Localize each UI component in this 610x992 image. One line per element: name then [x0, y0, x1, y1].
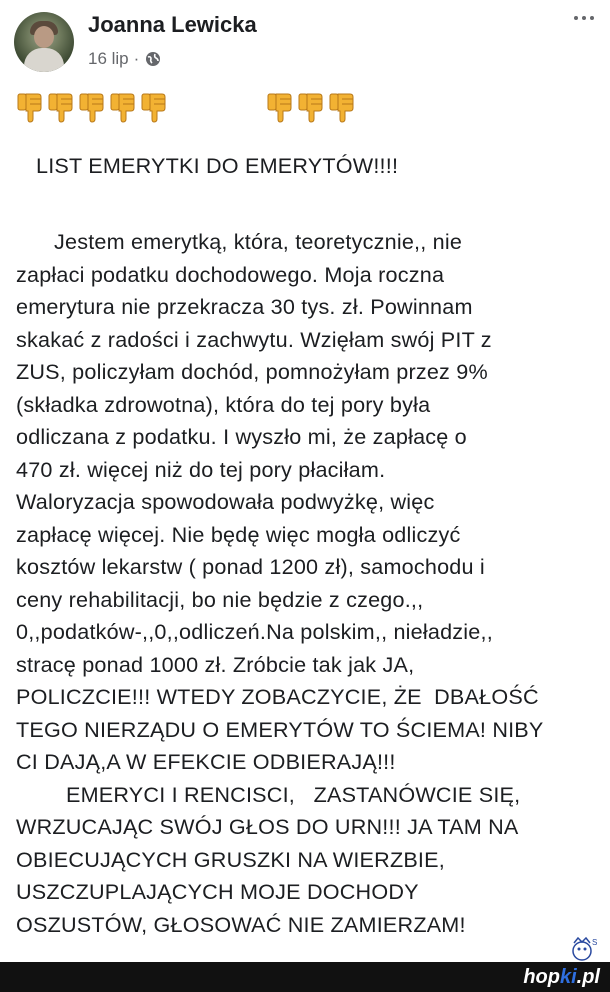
meta-separator: · [133, 49, 140, 68]
post-line: CI DAJĄ,A W EFEKCIE ODBIERAJĄ!!! [16, 749, 396, 774]
post-line: TEGO NIERZĄDU O EMERYTÓW TO ŚCIEMA! NIBY [16, 717, 544, 742]
post-line: Waloryzacja spowodowała podwyżkę, więc [16, 489, 435, 514]
thumbs-down-emoji [140, 92, 167, 124]
more-options-icon[interactable] [574, 16, 596, 22]
post-line: POLICZCIE!!! WTEDY ZOBACZYCIE, ŻE DBAŁOŚĆ [16, 684, 539, 709]
post-line: zapłacę więcej. Nie będę więc mogła odliczyć [16, 522, 461, 547]
watermark-part: hop [523, 965, 560, 988]
post-line: (składka zdrowotna), która do tej pory była [16, 392, 431, 417]
post-header [0, 0, 610, 80]
post-line: 470 zł. więcej niż do tej pory płaciłam. [16, 457, 386, 482]
post-line: WRZUCAJĄC SWÓJ GŁOS DO URN!!! JA TAM NA [16, 814, 519, 839]
post-line: ceny rehabilitacji, bo nie będzie z czego.,, [16, 587, 424, 612]
watermark-part: ki [559, 965, 577, 988]
thumbs-down-emoji [47, 92, 74, 124]
post-line: EMERYCI I RENCISCI, ZASTANÓWCIE SIĘ, [66, 782, 521, 807]
post-heading: LIST EMERYTKI DO EMERYTÓW!!!! [36, 153, 399, 178]
thumbs-down-emoji-group [16, 92, 167, 128]
post-line: emerytura nie przekracza 30 tys. zł. Powinnam [16, 294, 473, 319]
thumbs-down-emoji [266, 92, 293, 124]
watermark-logo [523, 962, 600, 992]
watermark-part: .pl [576, 965, 600, 988]
mascot-logo-icon [564, 935, 600, 965]
author-avatar[interactable] [14, 12, 74, 72]
post-line: stracę ponad 1000 zł. Zróbcie tak jak JA, [16, 652, 415, 677]
post-line: USZCZUPLAJĄCYCH MOJE DOCHODY [16, 879, 419, 904]
author-name[interactable]: Joanna Lewicka [88, 12, 257, 37]
post-line: ZUS, policzyłam dochód, pomnożyłam przez 9% [16, 359, 488, 384]
thumbs-down-emoji-group [266, 92, 355, 128]
post-line: Jestem emerytką, która, teoretycznie,, nie [54, 229, 463, 254]
thumbs-down-emoji [78, 92, 105, 124]
post-line: zapłaci podatku dochodowego. Moja roczna [16, 262, 445, 287]
post-line: skakać z radości i zachwytu. Wzięłam swój PIT z [16, 327, 492, 352]
post-meta [88, 49, 161, 69]
thumbs-down-emoji [109, 92, 136, 124]
post-timestamp[interactable]: 16 lip [88, 49, 129, 68]
thumbs-down-emoji [328, 92, 355, 124]
post-line: kosztów lekarstw ( ponad 1200 zł), samochodu i [16, 554, 485, 579]
post-line: OSZUSTÓW, GŁOSOWAĆ NIE ZAMIERZAM! [16, 912, 466, 937]
globe-icon[interactable] [145, 51, 161, 67]
thumbs-down-emoji [297, 92, 324, 124]
svg-text:S: S [592, 938, 598, 947]
post-line: odliczana z podatku. I wyszło mi, że zapłacę o [16, 424, 467, 449]
post-line: OBIECUJĄCYCH GRUSZKI NA WIERZBIE, [16, 847, 445, 872]
post-line: 0,,podatków-,,0,,odliczeń.Na polskim,, nieładzie,, [16, 619, 493, 644]
bottom-bar [0, 962, 610, 992]
thumbs-down-emoji [16, 92, 43, 124]
